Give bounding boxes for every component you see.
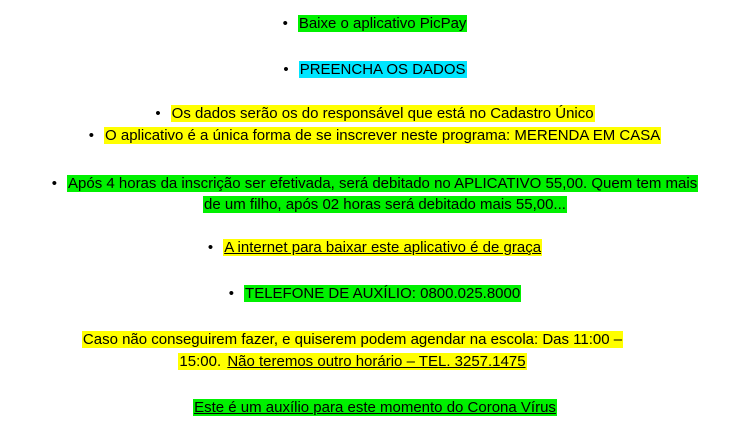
bullet: • (51, 175, 58, 192)
item-debit-line1 (0, 174, 750, 193)
item-debit-line2 (0, 195, 750, 214)
bullet: • (88, 127, 95, 144)
fill-data-text: PREENCHA OS DADOS (299, 61, 466, 78)
item-download (0, 14, 750, 33)
bullet: • (283, 61, 289, 78)
debit-line1-text: Após 4 horas da inscrição ser efetivada, será debitado no APLICATIVO 55,00. Quem tem mais (68, 175, 698, 192)
item-internet-free (0, 238, 750, 257)
footer-text: Este é um auxílio para este momento do Corona Vírus (194, 399, 556, 416)
footer-line (0, 398, 750, 417)
item-only-way (0, 126, 750, 145)
school-line2-underlined: Não teremos outro horário – TEL. 3257.1475 (227, 353, 526, 370)
item-responsible-data (0, 104, 750, 123)
bullet: • (282, 15, 288, 32)
debit-line2-text: de um filho, após 02 horas será debitado mais 55,00... (204, 196, 566, 213)
item-phone (0, 284, 750, 303)
responsible-data-text: Os dados serão os do responsável que está no Cadastro Único (171, 105, 594, 122)
item-fill-data (0, 60, 750, 79)
bullet: • (207, 239, 214, 256)
bullet: • (155, 105, 161, 122)
only-way-text: O aplicativo é a única forma de se inscrever neste programa: MERENDA EM CASA (105, 127, 661, 144)
download-text: Baixe o aplicativo PicPay (298, 15, 467, 32)
school-line1 (0, 330, 750, 349)
internet-free-text: A internet para baixar este aplicativo é de graça (224, 239, 542, 256)
bullet: • (228, 285, 235, 302)
school-line2 (0, 352, 750, 371)
school-line1-text: Caso não conseguirem fazer, e quiserem podem agendar na escola: Das 11:00 – (82, 331, 623, 348)
school-line2-plain: 15:00. (179, 353, 222, 370)
phone-text: TELEFONE DE AUXÍLIO: 0800.025.8000 (245, 285, 521, 302)
